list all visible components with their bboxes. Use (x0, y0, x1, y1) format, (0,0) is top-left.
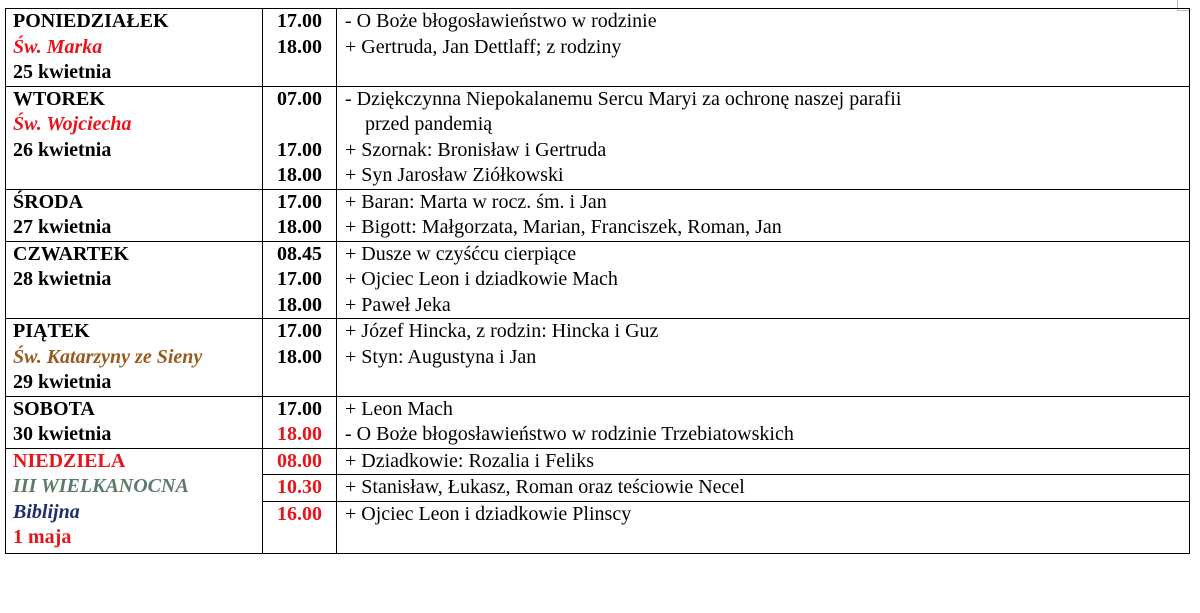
day-row-saturday (6, 396, 1190, 448)
saint-name: Św. Wojciecha (13, 113, 132, 135)
intention-cell-saturday (337, 396, 1190, 448)
mass-time: 10.30 (277, 476, 322, 498)
day-date: 28 kwietnia (13, 268, 112, 290)
day-cell-friday (6, 319, 263, 397)
mass-intention: + Bigott: Małgorzata, Marian, Franciszek, Roman, Jan (345, 216, 782, 238)
mass-time-spacer (263, 527, 336, 553)
mass-intention: + Ojciec Leon i dziadkowie Mach (345, 268, 618, 290)
day-date: 29 kwietnia (13, 371, 112, 393)
sunday-note: Biblijna (13, 500, 80, 523)
mass-intention: + Gertruda, Jan Dettlaff; z rodziny (345, 35, 622, 58)
mass-intention: + Dusze w czyśćcu cierpiące (345, 242, 577, 265)
day-name: PIĄTEK (13, 320, 90, 342)
mass-intention: + Józef Hincka, z rodzin: Hincka i Guz (345, 320, 659, 342)
day-cell-sunday (6, 448, 263, 553)
intention-cell-sunday-1 (337, 448, 1190, 475)
day-cell-wednesday (6, 189, 263, 241)
day-name: WTOREK (13, 87, 105, 110)
mass-intention: - O Boże błogosławieństwo w rodzinie Trzebiatowskich (345, 423, 794, 445)
day-cell-saturday (6, 396, 263, 448)
mass-intention: + Stanisław, Łukasz, Roman oraz teściowie Necel (345, 476, 745, 498)
time-cell-wednesday (263, 189, 337, 241)
mass-time: 17.00 (277, 190, 322, 213)
day-cell-thursday (6, 241, 263, 319)
intention-cell-sunday-3 (337, 501, 1190, 553)
mass-time: 17.00 (277, 138, 322, 161)
mass-intention-continued: przed pandemią (365, 113, 493, 135)
mass-intention: + Syn Jarosław Ziółkowski (345, 164, 564, 186)
time-cell-sunday-1 (263, 448, 337, 475)
day-date: 1 maja (13, 526, 72, 548)
day-row-thursday (6, 241, 1190, 319)
mass-intention: + Dziadkowie: Rozalia i Feliks (345, 449, 595, 472)
intention-cell-friday (337, 319, 1190, 397)
time-cell-saturday (263, 396, 337, 448)
intention-cell-tuesday (337, 86, 1190, 189)
mass-intention: + Szornak: Bronisław i Gertruda (345, 138, 607, 161)
day-cell-tuesday (6, 86, 263, 189)
day-row-sunday (6, 448, 1190, 475)
day-name: PONIEDZIAŁEK (13, 10, 169, 32)
mass-intention: + Ojciec Leon i dziadkowie Plinscy (345, 502, 632, 525)
time-cell-sunday-3 (263, 501, 337, 553)
mass-intention-spacer (337, 527, 1189, 553)
mass-time: 18.00 (277, 293, 322, 316)
mass-time: 16.00 (277, 502, 322, 525)
time-cell-thursday (263, 241, 337, 319)
intention-cell-sunday-2 (337, 475, 1190, 502)
feast-name: III WIELKANOCNA (13, 475, 189, 497)
mass-time: 18.00 (277, 35, 322, 58)
intention-cell-thursday (337, 241, 1190, 319)
day-row-wednesday (6, 189, 1190, 241)
mass-time: 18.00 (277, 216, 322, 238)
mass-intention: + Styn: Augustyna i Jan (345, 345, 537, 368)
mass-intention: + Paweł Jeka (345, 293, 451, 316)
saint-name: Św. Katarzyny ze Sieny (13, 345, 203, 368)
saint-name: Św. Marka (13, 35, 103, 58)
day-name: NIEDZIELA (13, 449, 126, 472)
day-date: 30 kwietnia (13, 423, 112, 445)
mass-intention: - Dziękczynna Niepokalanemu Sercu Maryi za ochronę naszej parafii (345, 87, 902, 110)
mass-intention: - O Boże błogosławieństwo w rodzinie (345, 10, 657, 32)
mass-time: 08.00 (277, 449, 322, 472)
mass-time: 18.00 (277, 345, 322, 368)
day-date: 26 kwietnia (13, 138, 112, 161)
day-name: SOBOTA (13, 397, 95, 420)
intention-cell-wednesday (337, 189, 1190, 241)
mass-time: 18.00 (277, 164, 322, 186)
mass-intention: + Leon Mach (345, 397, 453, 420)
mass-time-spacer (263, 112, 336, 138)
mass-time: 08.45 (277, 242, 322, 265)
time-cell-friday (263, 319, 337, 397)
day-row-monday (6, 9, 1190, 87)
day-date: 27 kwietnia (13, 216, 112, 238)
mass-time: 17.00 (277, 397, 322, 420)
time-cell-monday (263, 9, 337, 87)
mass-schedule-table (5, 8, 1190, 554)
mass-time: 17.00 (277, 320, 322, 342)
time-cell-sunday-2 (263, 475, 337, 502)
mass-time: 17.00 (277, 268, 322, 290)
day-date: 25 kwietnia (13, 61, 112, 83)
mass-time: 17.00 (277, 10, 322, 32)
day-row-friday (6, 319, 1190, 397)
mass-time: 07.00 (277, 87, 322, 110)
day-name: CZWARTEK (13, 242, 129, 265)
mass-time: 18.00 (277, 423, 322, 445)
time-cell-tuesday (263, 86, 337, 189)
intention-cell-monday (337, 9, 1190, 87)
mass-intention: + Baran: Marta w rocz. śm. i Jan (345, 190, 607, 213)
day-name: ŚRODA (13, 190, 84, 213)
day-row-tuesday (6, 86, 1190, 189)
day-cell-monday (6, 9, 263, 87)
